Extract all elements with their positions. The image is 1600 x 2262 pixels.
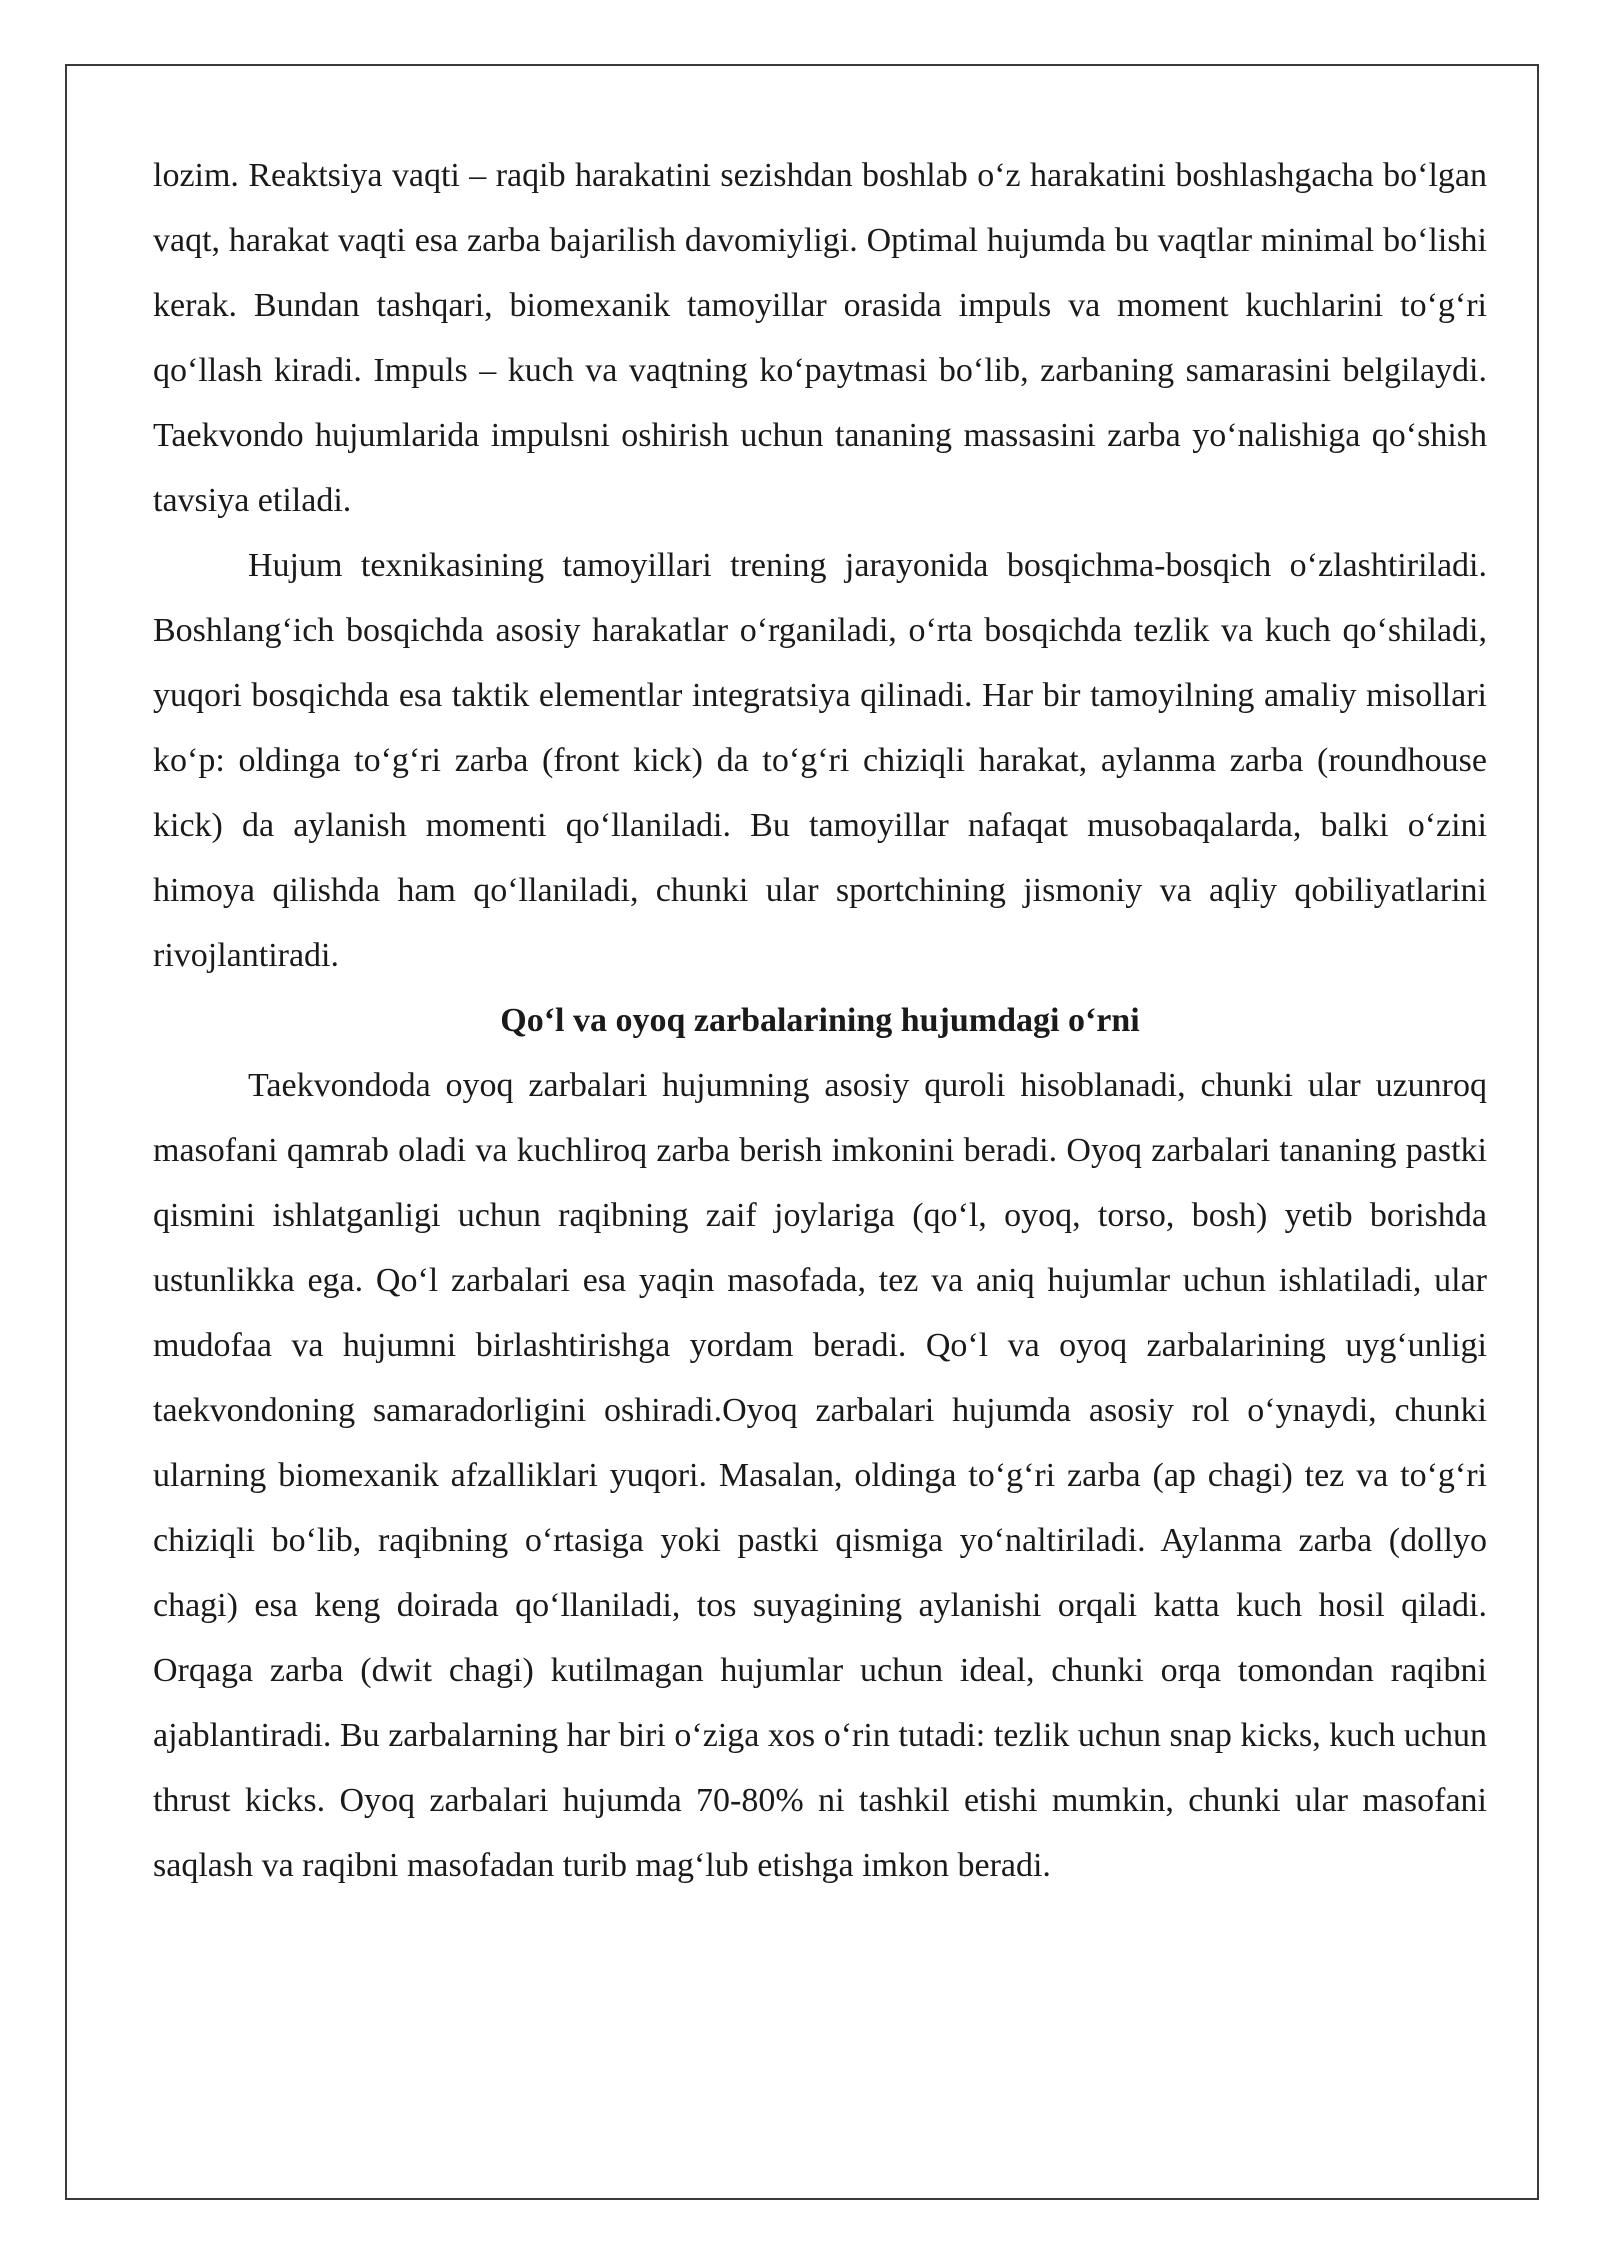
paragraph-3: Taekvondoda oyoq zarbalari hujumning asosiy quroli hisoblanadi, chunki ular uzunroq masofani qamrab oladi va kuchliroq zarba berish imkonini beradi. Oyoq zarbalari tananing pastki qismini ishlatganligi uchun raqibning zaif joylariga (qo‘l, oyoq, torso, bosh) yetib borishda ustunlikka ega. Qo‘l zarbalari esa yaqin masofada, tez va aniq hujumlar uchun ishlatiladi, ular mudofaa va hujumni birlashtirishga yordam beradi. Qo‘l va oyoq zarbalarining uyg‘unligi taekvondoning samaradorligini oshiradi.Oyoq zarbalari hujumda asosiy rol o‘ynaydi, chunki ularning biomexanik afzalliklari yuqori. Masalan, oldinga to‘g‘ri zarba (ap chagi) tez va to‘g‘ri chiziqli bo‘lib, raqibning o‘rtasiga yoki pastki qismiga yo‘naltiriladi. Aylanma zarba (dollyo chagi) esa keng doirada qo‘llaniladi, tos suyagining aylanishi orqali katta kuch hosil qiladi. Orqaga zarba (dwit chagi) kutilmagan hujumlar uchun ideal, chunki orqa tomondan raqibni ajablantiradi. Bu zarbalarning har biri o‘ziga xos o‘rin tutadi: tezlik uchun snap kicks, kuch uchun thrust kicks. Oyoq zarbalari hujumda 70-80% ni tashkil etishi mumkin, chunki ular masofani saqlash va raqibni masofadan turib mag‘lub etishga imkon beradi.: [153, 1067, 1487, 1884]
document-body: [153, 143, 1487, 1898]
paragraph-2: Hujum texnikasining tamoyillari trening jarayonida bosqichma-bosqich o‘zlashtiriladi. Boshlang‘ich bosqichda asosiy harakatlar o‘rganiladi, o‘rta bosqichda tezlik va kuch qo‘shiladi, yuqori bosqichda esa taktik elementlar integratsiya qilinadi. Har bir tamoyilning amaliy misollari ko‘p: oldinga to‘g‘ri zarba (front kick) da to‘g‘ri chiziqli harakat, aylanma zarba (roundhouse kick) da aylanish momenti qo‘llaniladi. Bu tamoyillar nafaqat musobaqalarda, balki o‘zini himoya qilishda ham qo‘llaniladi, chunki ular sportchining jismoniy va aqliy qobiliyatlarini rivojlantiradi.: [153, 547, 1487, 974]
section-heading: Qo‘l va oyoq zarbalarining hujumdagi o‘rni: [500, 1002, 1140, 1039]
paragraph-1: lozim. Reaktsiya vaqti – raqib harakatini sezishdan boshlab o‘z harakatini boshlashgacha bo‘lgan vaqt, harakat vaqti esa zarba bajarilish davomiyligi. Optimal hujumda bu vaqtlar minimal bo‘lishi kerak. Bundan tashqari, biomexanik tamoyillar orasida impuls va moment kuchlarini to‘g‘ri qo‘llash kiradi. Impuls – kuch va vaqtning ko‘paytmasi bo‘lib, zarbaning samarasini belgilaydi. Taekvondo hujumlarida impulsni oshirish uchun tananing massasini zarba yo‘nalishiga qo‘shish tavsiya etiladi.: [153, 157, 1487, 519]
